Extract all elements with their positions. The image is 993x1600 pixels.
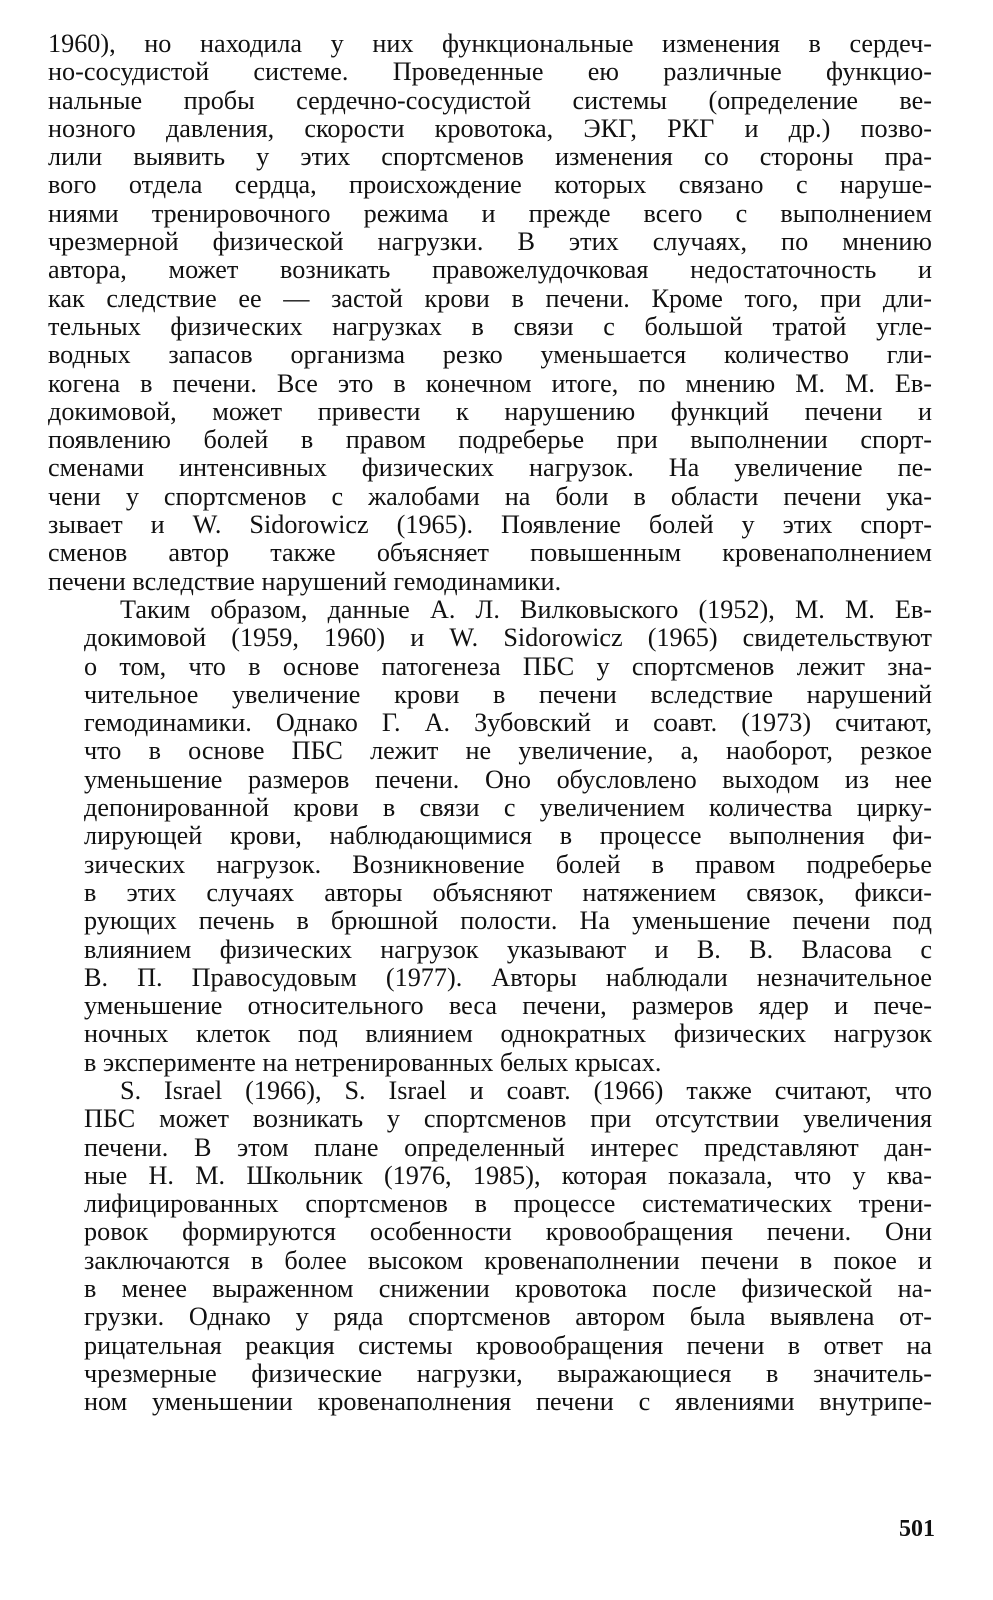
text-line: что в основе ПБС лежит не увеличение, а, наоборот, резкое bbox=[84, 736, 932, 766]
text-line: S. Israel (1966), S. Israel и соавт. (1966) также считают, что bbox=[120, 1075, 932, 1105]
text-line: когена в печени. Все это в конечном итоге, по мнению М. М. Ев- bbox=[48, 368, 932, 398]
text-line: 1960), но находила у них функциональные изменения в сердеч- bbox=[48, 29, 932, 58]
text-line: рицательная реакция системы кровообращения печени в ответ на bbox=[84, 1330, 932, 1360]
paragraph-2 bbox=[48, 596, 932, 1077]
text-line: В. П. Правосудовым (1977). Авторы наблюдали незначительное bbox=[84, 962, 932, 992]
text-line: гемодинамики. Однако Г. А. Зубовский и соавт. (1973) считают, bbox=[84, 708, 932, 738]
text-line: в этих случаях авторы объясняют натяжением связок, фикси- bbox=[84, 877, 932, 907]
text-line: заключаются в более высоком кровенаполнении печени в покое и bbox=[84, 1245, 932, 1275]
text-line: нальные пробы сердечно-сосудистой системы (определение ве- bbox=[48, 85, 932, 115]
text-line: ные Н. М. Школьник (1976, 1985), которая показала, что у ква- bbox=[84, 1160, 932, 1190]
text-line: лили выявить у этих спортсменов изменения со стороны пра- bbox=[48, 142, 932, 172]
text-line: уменьшение относительного веса печени, размеров ядер и пече- bbox=[84, 991, 932, 1021]
text-line: лифицированных спортсменов в процессе систематических трени- bbox=[84, 1189, 932, 1219]
text-line: чительное увеличение крови в печени вследствие нарушений bbox=[84, 679, 932, 709]
paragraph-1 bbox=[48, 30, 932, 596]
text-line: тельных физических нагрузках в связи с большой тратой угле- bbox=[48, 311, 932, 341]
text-line: докимовой, может привести к нарушению функций печени и bbox=[48, 396, 932, 426]
text-line: рующих печень в брюшной полости. На уменьшение печени под bbox=[84, 906, 932, 936]
page-body bbox=[48, 30, 932, 1417]
text-line: печени вследствие нарушений гемодинамики. bbox=[48, 566, 562, 596]
text-line: печени. В этом плане определенный интерес представляют дан- bbox=[84, 1132, 932, 1162]
text-line: лирующей крови, наблюдающимися в процессе выполнения фи- bbox=[84, 821, 932, 851]
page-number: 501 bbox=[899, 1516, 935, 1542]
text-line: ночных клеток под влиянием однократных физических нагрузок bbox=[84, 1019, 932, 1049]
text-line: зывает и W. Sidorowicz (1965). Появление болей у этих спорт- bbox=[48, 510, 932, 540]
text-line: вого отдела сердца, происхождение которых связано с наруше- bbox=[48, 170, 932, 200]
text-line: нозного давления, скорости кровотока, ЭКГ, РКГ и др.) позво- bbox=[48, 113, 932, 143]
text-line: ном уменьшении кровенаполнения печени с явлениями внутрипе- bbox=[84, 1387, 932, 1417]
text-line: но-сосудистой системе. Проведенные ею различные функцио- bbox=[48, 57, 932, 87]
text-line: уменьшение размеров печени. Оно обусловлено выходом из нее bbox=[84, 764, 932, 794]
text-line: сменами интенсивных физических нагрузок. На увеличение пе- bbox=[48, 453, 932, 483]
text-line: в эксперименте на нетренированных белых крысах. bbox=[84, 1047, 662, 1077]
text-line: зических нагрузок. Возникновение болей в правом подреберье bbox=[84, 849, 932, 879]
text-line: появлению болей в правом подреберье при выполнении спорт- bbox=[48, 425, 932, 455]
paragraph-3 bbox=[48, 1077, 932, 1417]
text-line: автора, может возникать правожелудочковая недостаточность и bbox=[48, 255, 932, 285]
text-line: о том, что в основе патогенеза ПБС у спортсменов лежит зна- bbox=[84, 651, 932, 681]
text-line: в менее выраженном снижении кровотока после физической на- bbox=[84, 1274, 932, 1304]
text-line: сменов автор также объясняет повышенным кровенаполнением bbox=[48, 538, 932, 568]
text-line: докимовой (1959, 1960) и W. Sidorowicz (1965) свидетельствуют bbox=[84, 623, 932, 653]
text-line: влиянием физических нагрузок указывают и В. В. Власова с bbox=[84, 934, 932, 964]
text-line: ровок формируются особенности кровообращения печени. Они bbox=[84, 1217, 932, 1247]
text-line: Таким образом, данные А. Л. Вилковыского (1952), М. М. Ев- bbox=[120, 594, 932, 624]
text-line: ниями тренировочного режима и прежде всего с выполнением bbox=[48, 198, 932, 228]
text-line: депонированной крови в связи с увеличением количества цирку- bbox=[84, 793, 932, 823]
text-line: как следствие ее — застой крови в печени. Кроме того, при дли- bbox=[48, 283, 932, 313]
text-line: водных запасов организма резко уменьшается количество гли- bbox=[48, 340, 932, 370]
text-line: грузки. Однако у ряда спортсменов автором была выявлена от- bbox=[84, 1302, 932, 1332]
text-line: чрезмерной физической нагрузки. В этих случаях, по мнению bbox=[48, 227, 932, 257]
text-line: чени у спортсменов с жалобами на боли в области печени ука- bbox=[48, 481, 932, 511]
text-line: ПБС может возникать у спортсменов при отсутствии увеличения bbox=[84, 1104, 932, 1134]
text-line: чрезмерные физические нагрузки, выражающиеся в значитель- bbox=[84, 1358, 932, 1388]
